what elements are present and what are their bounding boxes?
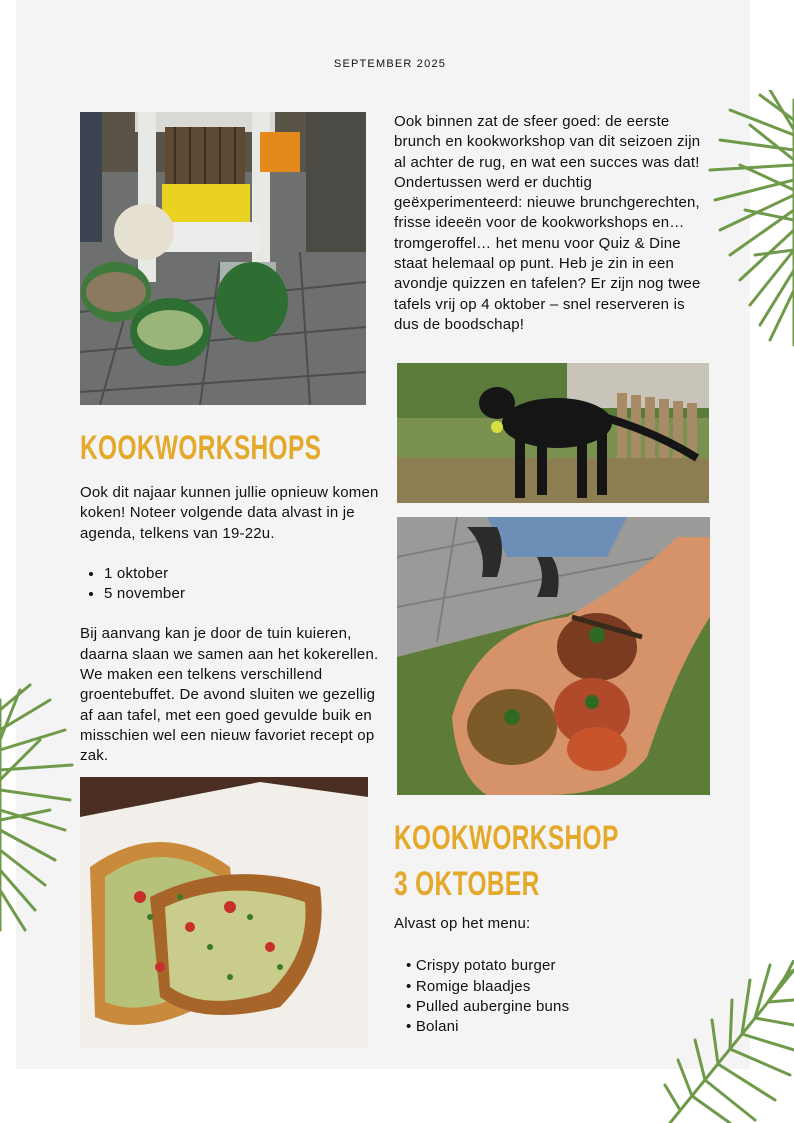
workshops-body: Bij aanvang kan je door de tuin kuieren, daarna slaan we samen aan het kokerellen. We maken een telkens verschillend groentebuffet. De avond sluiten we gezellig af aan tafel, met een goed gevulde buik en misschien wel een nieuw favoriet recept op zak.: [80, 625, 379, 765]
photo-tomatoes: [397, 517, 710, 795]
list-item: • Romige blaadjes: [406, 977, 531, 995]
photo-dog: [397, 363, 709, 503]
palm-leaf-bottom-right-icon: [650, 960, 794, 1123]
photo-dish: [80, 777, 368, 1048]
heading-line-2: 3 OKTOBER: [394, 865, 540, 903]
palm-leaf-top-right-icon: [700, 90, 794, 350]
left-text-block: [80, 483, 385, 767]
workshops-intro: Ook dit najaar kunnen jullie opnieuw komen koken! Noteer volgende data alvast in je agenda, telkens van 19-22u.: [80, 484, 379, 542]
list-item: • Crispy potato burger: [406, 957, 556, 975]
photo-fruit-press: [80, 112, 366, 405]
menu-intro: Alvast op het menu:: [394, 915, 531, 932]
issue-date: SEPTEMBER 2025: [333, 58, 447, 70]
right-intro: Ook binnen zat de sfeer goed: de eerste brunch en kookworkshop van dit seizoen zijn al achter de rug, en wat een succes was dat! Ondertussen werd er duchtig geëxperimenteerd: nieuwe brunchgerechten, frisse ideeën voor de kookworkshops en… tromgeroffel… het menu voor Quiz & Dine staat helemaal op punt. Heb je zin in een avondje quizzen en tafelen? Er zijn nog twee tafels vrij op 4 oktober – snel reserveren is dus de boodschap!: [394, 113, 701, 333]
list-item: • Pulled aubergine buns: [406, 997, 570, 1015]
list-item: • Bolani: [406, 1018, 459, 1036]
heading-line-1: KOOKWORKSHOP: [394, 819, 619, 857]
list-item: • 1 oktober: [104, 564, 385, 584]
heading-kookworkshops: KOOKWORKSHOPS: [80, 429, 322, 467]
heading-kookworkshop-3-oktober: [394, 815, 619, 907]
palm-leaf-left-icon: [0, 680, 80, 940]
list-item: • 5 november: [104, 584, 385, 604]
workshop-dates-list: [80, 564, 385, 605]
